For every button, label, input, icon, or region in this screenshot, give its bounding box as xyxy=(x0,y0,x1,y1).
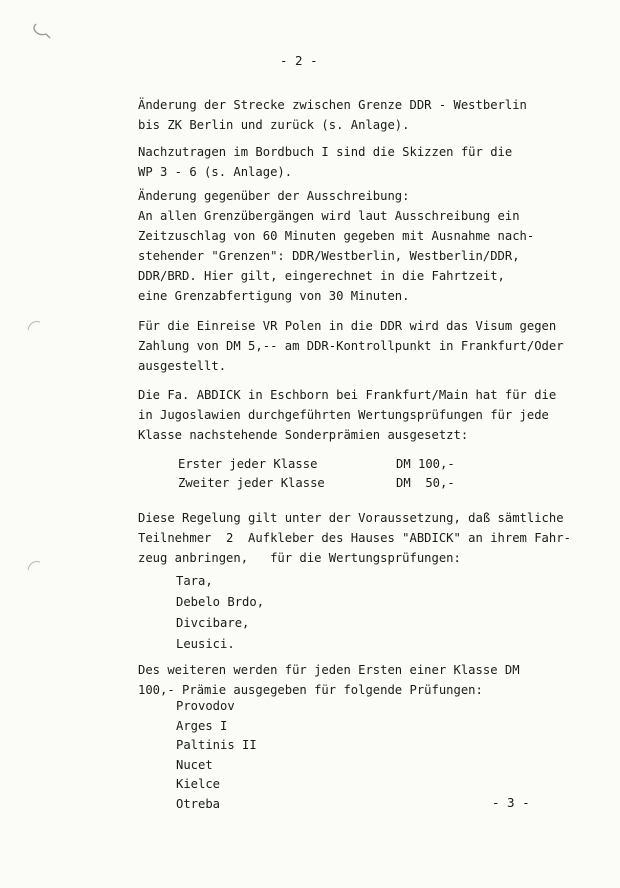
stage-item: Paltinis II xyxy=(176,738,257,752)
text-line: eine Grenzabfertigung von 30 Minuten. xyxy=(138,289,410,303)
paragraph-abdick xyxy=(138,385,556,445)
text-line: Nachzutragen im Bordbuch I sind die Skizzen für die xyxy=(138,145,513,159)
next-page-marker: - 3 - xyxy=(492,795,530,810)
text-line: zeug anbringen, für die Wertungsprüfungen: xyxy=(138,551,461,565)
prize-amount: DM 50,- xyxy=(396,476,455,490)
text-line: stehender "Grenzen": DDR/Westberlin, Westberlin/DDR, xyxy=(138,249,520,263)
text-line: Die Fa. ABDICK in Eschborn bei Frankfurt/Main hat für die xyxy=(138,388,557,402)
prize-amount: DM 100,- xyxy=(396,457,455,471)
text-line: DDR/BRD. Hier gilt, eingerechnet in die Fahrtzeit, xyxy=(138,269,505,283)
text-line: ausgestellt. xyxy=(138,359,227,373)
stage-list-further xyxy=(176,697,257,814)
stage-item: Debelo Brdo, xyxy=(176,595,265,609)
pencil-mark xyxy=(30,20,54,42)
paragraph-route-change xyxy=(138,95,527,135)
text-line: in Jugoslawien durchgeführten Wertungsprüfungen für jede xyxy=(138,408,549,422)
stage-item: Arges I xyxy=(176,718,228,733)
paragraph-tender-change xyxy=(138,186,534,306)
text-line: bis ZK Berlin und zurück (s. Anlage). xyxy=(138,118,410,132)
stage-item: Otreba xyxy=(176,796,221,811)
punch-hole-mark xyxy=(26,558,42,572)
paragraph-visa xyxy=(138,316,564,376)
text-line: Änderung gegenüber der Ausschreibung: xyxy=(138,189,410,203)
page-number: - 2 - xyxy=(280,53,318,68)
text-line: Diese Regelung gilt unter der Voraussetzung, daß sämtliche xyxy=(138,511,564,525)
stage-item: Divcibare, xyxy=(176,616,250,630)
stage-list-abdick xyxy=(176,571,264,655)
stage-item: Kielce xyxy=(176,777,221,791)
text-line: An allen Grenzübergängen wird laut Ausschreibung ein xyxy=(138,209,520,223)
text-line: Für die Einreise VR Polen in die DDR wird das Visum gegen xyxy=(138,319,557,333)
stage-item: Tara, xyxy=(176,574,213,588)
paragraph-logbook xyxy=(138,142,512,182)
text-line: Klasse nachstehende Sonderprämien ausgesetzt: xyxy=(138,428,469,442)
text-line: WP 3 - 6 (s. Anlage). xyxy=(138,165,293,179)
stage-item: Nucet xyxy=(176,757,213,772)
text-line: Teilnehmer 2 Aufkleber des Hauses "ABDICK" an ihrem Fahr- xyxy=(138,531,571,545)
text-line: Zeitzuschlag von 60 Minuten gegeben mit Ausnahme nach- xyxy=(138,229,535,243)
stage-item: Leusici. xyxy=(176,637,235,651)
prize-label: Zweiter jeder Klasse xyxy=(178,476,325,490)
text-line: Zahlung von DM 5,-- am DDR-Kontrollpunkt in Frankfurt/Oder xyxy=(138,339,564,353)
paragraph-further xyxy=(138,660,520,700)
paragraph-condition xyxy=(138,508,571,568)
text-line: Änderung der Strecke zwischen Grenze DDR - Westberlin xyxy=(138,98,527,112)
prize-label: Erster jeder Klasse xyxy=(178,457,318,471)
punch-hole-mark xyxy=(26,318,42,332)
text-line: 100,- Prämie ausgegeben für folgende Prüfungen: xyxy=(138,683,483,697)
text-line: Des weiteren werden für jeden Ersten einer Klasse DM xyxy=(138,663,520,677)
stage-item: Provodov xyxy=(176,699,235,713)
